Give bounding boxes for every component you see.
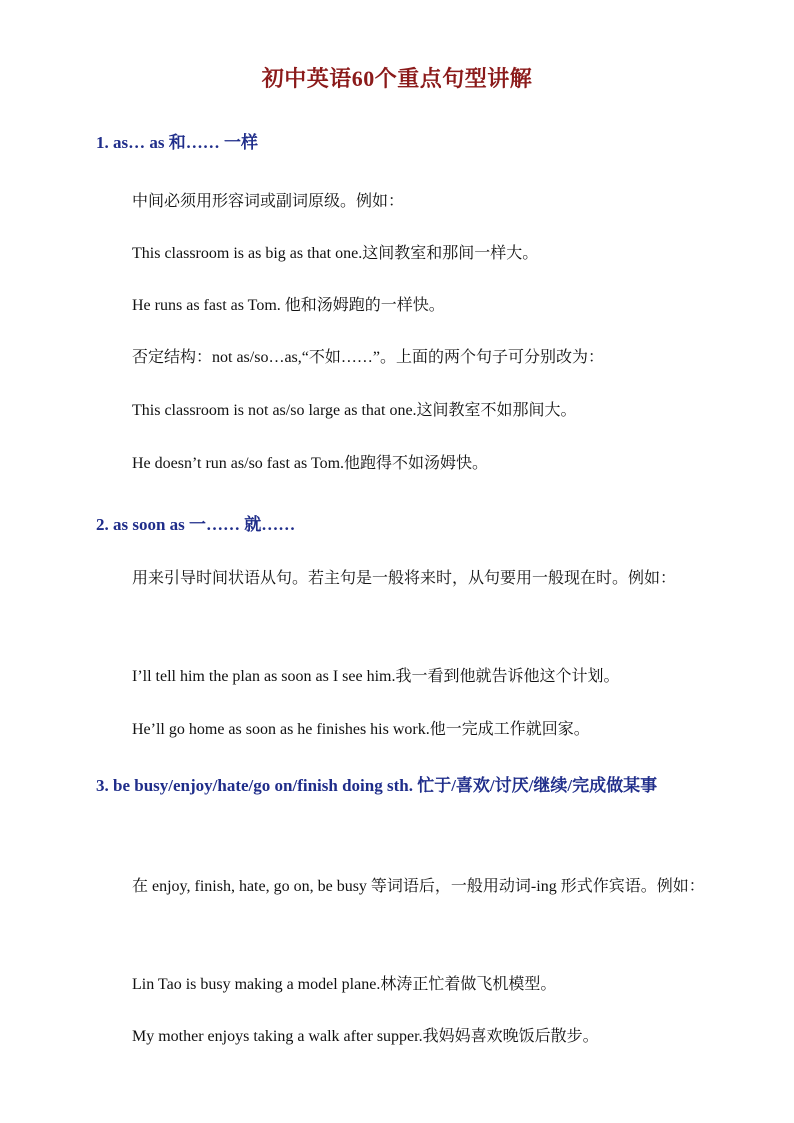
section-2-heading: 2. as soon as 一…… 就…… [96, 515, 296, 534]
section-1-paragraph-5: This classroom is not as/so large as that one.这间教室不如那间大。 [132, 402, 577, 419]
section-2-paragraph-2: I’ll tell him the plan as soon as I see him.我一看到他就告诉他这个计划。 [132, 668, 620, 685]
section-1-heading: 1. as… as 和…… 一样 [96, 133, 258, 152]
section-3-paragraph-3: My mother enjoys taking a walk after supper.我妈妈喜欢晚饭后散步。 [132, 1028, 599, 1045]
section-1-paragraph-1: 中间必须用形容词或副词原级。例如： [132, 193, 405, 210]
section-3-paragraph-2: Lin Tao is busy making a model plane.林涛正忙着做飞机模型。 [132, 976, 557, 993]
section-1-paragraph-6: He doesn’t run as/so fast as Tom.他跑得不如汤姆快。 [132, 455, 489, 472]
section-3-paragraph-1: 在 enjoy, finish, hate, go on, be busy 等词语后，一般用动词-ing 形式作宾语。例如： [132, 878, 705, 895]
section-1-paragraph-3: He runs as fast as Tom. 他和汤姆跑的一样快。 [132, 297, 445, 314]
section-1-paragraph-4: 否定结构：not as/so…as,“不如……”。上面的两个句子可分别改为： [132, 349, 604, 366]
section-2-paragraph-1: 用来引导时间状语从句。若主句是一般将来时，从句要用一般现在时。例如： [132, 570, 677, 587]
section-2-paragraph-3: He’ll go home as soon as he finishes his work.他一完成工作就回家。 [132, 721, 590, 738]
section-3-heading: 3. be busy/enjoy/hate/go on/finish doing sth. 忙于/喜欢/讨厌/继续/完成做某事 [96, 776, 658, 795]
page-title: 初中英语60个重点句型讲解 [261, 66, 533, 91]
section-1-paragraph-2: This classroom is as big as that one.这间教室和那间一样大。 [132, 245, 539, 262]
